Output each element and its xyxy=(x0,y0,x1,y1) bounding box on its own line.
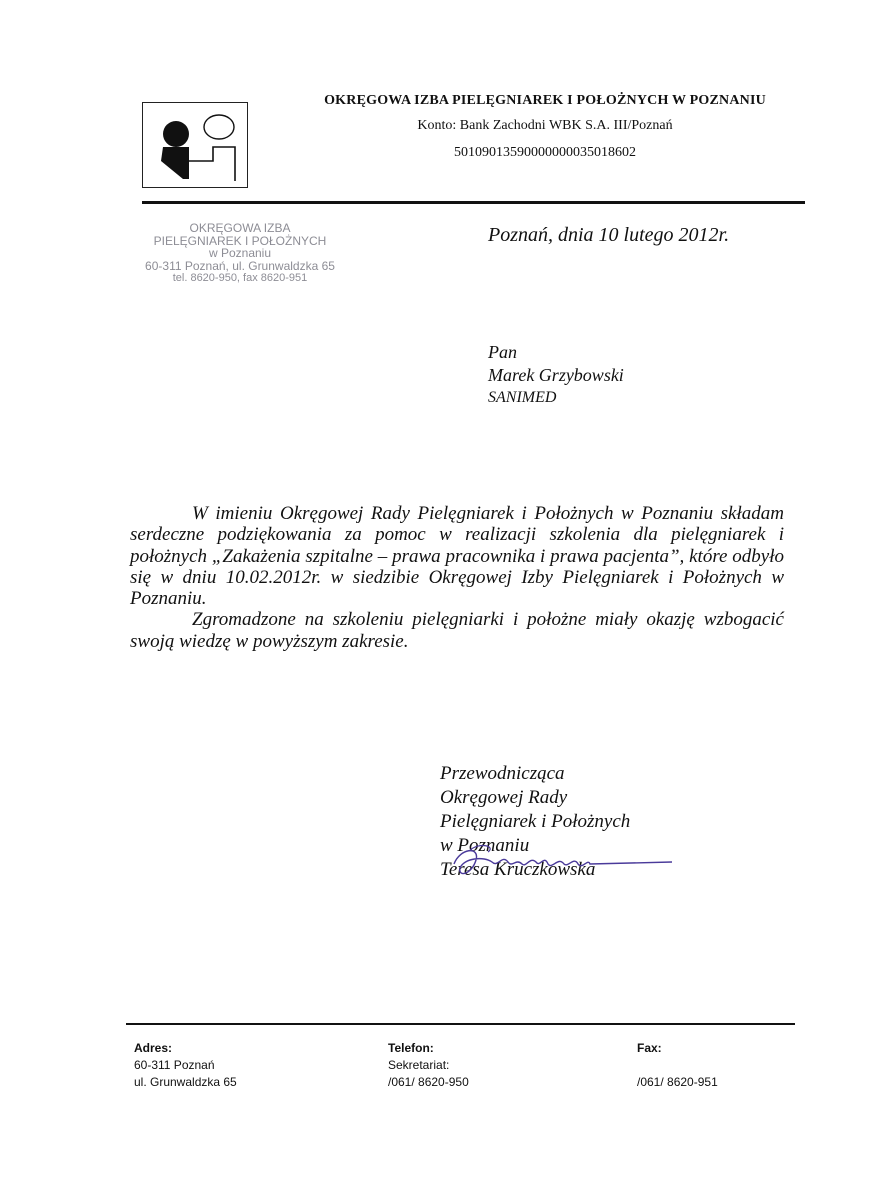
phone-sub-label: Sekretariat: xyxy=(388,1058,450,1072)
stamp-line: PIELĘGNIAREK I POŁOŻNYCH xyxy=(153,233,327,248)
signatory-title: w Poznaniu xyxy=(440,835,530,856)
footer-divider xyxy=(126,1023,795,1025)
body-paragraph: W imieniu Okręgowej Rady Pielęgniarek i Położnych w Poznaniu składam serdeczne podziękowania za pomoc w realizacji szkolenia dla pielęgniarek i położnych „Zakażenia szpitalne – prawa pracownika i prawa pacjenta”, które odbyło się w dniu 10.02.2012r. w siedzibie Okręgowej Izby Pielęgniarek i Położnych w Poznaniu. xyxy=(130,503,784,610)
bank-account: Konto: Bank Zachodni WBK S.A. III/Poznań xyxy=(417,118,673,133)
letter-body xyxy=(130,503,784,652)
footer-fax xyxy=(637,1040,718,1091)
address-line: 60-311 Poznań xyxy=(134,1058,215,1072)
fax-number: /061/ 8620-951 xyxy=(637,1075,718,1089)
footer-phone xyxy=(388,1040,469,1091)
body-paragraph: Zgromadzone na szkoleniu pielęgniarki i położne miały okazję wzbogacić swoją wiedzę w powyższym zakresie. xyxy=(130,609,784,652)
stamp-line: tel. 8620-950, fax 8620-951 xyxy=(172,272,308,284)
stamp-line: OKRĘGOWA IZBA xyxy=(189,221,291,235)
handwritten-signature xyxy=(440,838,680,888)
signatory-name: Teresa Kruczkowska xyxy=(440,859,596,880)
account-number: 50109013590000000035018602 xyxy=(454,145,636,160)
recipient-name: Marek Grzybowski xyxy=(488,365,624,385)
letter-date: Poznań, dnia 10 lutego 2012r. xyxy=(488,224,730,246)
fax-label: Fax: xyxy=(637,1041,662,1055)
signatory-title: Okręgowej Rady xyxy=(440,787,568,808)
organization-name: OKRĘGOWA IZBA PIELĘGNIAREK I POŁOŻNYCH W POZNANIU xyxy=(324,93,766,108)
signatory-title: Pielęgniarek i Położnych xyxy=(440,811,631,832)
signatory-title: Przewodnicząca xyxy=(440,763,565,784)
recipient-salutation: Pan xyxy=(488,342,517,362)
recipient-company: SANIMED xyxy=(488,389,557,406)
stamp-line: 60-311 Poznań, ul. Grunwaldzka 65 xyxy=(145,258,335,273)
phone-number: /061/ 8620-950 xyxy=(388,1075,469,1089)
stamp-line: w Poznaniu xyxy=(208,246,272,260)
organization-stamp xyxy=(140,222,340,285)
logo-graphic xyxy=(143,103,247,187)
header-divider xyxy=(142,201,805,204)
phone-label: Telefon: xyxy=(388,1041,434,1055)
address-line: ul. Grunwaldzka 65 xyxy=(134,1075,237,1089)
address-label: Adres: xyxy=(134,1041,173,1055)
organization-logo xyxy=(142,102,248,188)
footer-address xyxy=(134,1040,237,1091)
